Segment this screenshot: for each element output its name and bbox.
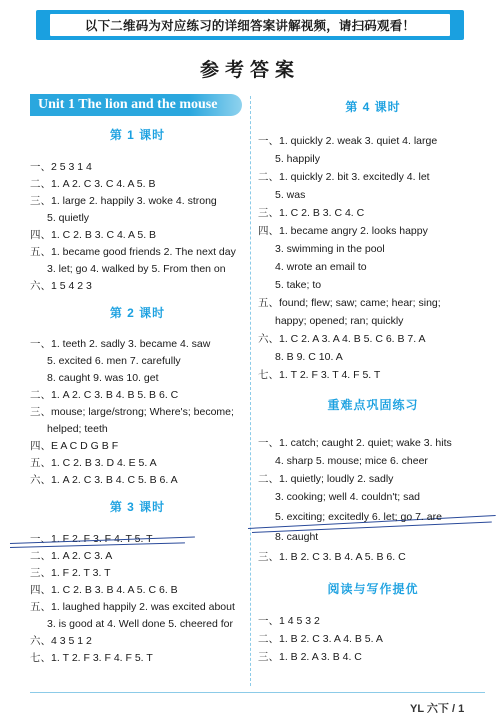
lesson2-title: 第 2 课时 xyxy=(109,306,166,320)
footer-rule xyxy=(30,692,485,693)
lesson3-line2: 二、1. A 2. C 3. A xyxy=(30,550,113,562)
review-line3: 二、1. quietly; loudly 2. sadly xyxy=(258,473,394,485)
reading-line2: 二、1. B 2. C 3. A 4. B 5. A xyxy=(258,633,383,645)
lesson4-line4: 5. was xyxy=(275,189,306,201)
lesson1-line7: 3. let; go 4. walked by 5. From then on xyxy=(47,263,226,275)
reading-title: 阅读与写作提优 xyxy=(327,582,419,596)
lesson3-line7: 六、4 3 5 1 2 xyxy=(30,635,92,647)
lesson1-line1: 一、2 5 3 1 4 xyxy=(30,161,92,173)
lesson2-line8: 五、1. C 2. B 3. D 4. E 5. A xyxy=(30,457,157,469)
qr-notice-text: 以下二维码为对应练习的详细答案讲解视频，请扫码观看！ xyxy=(50,14,450,36)
lesson1-line2: 二、1. A 2. C 3. C 4. A 5. B xyxy=(30,178,156,190)
page-title: 参考答案 xyxy=(199,59,300,81)
lesson4-line14: 七、1. T 2. F 3. T 4. F 5. T xyxy=(258,369,381,381)
review-line5: 5. exciting; excitedly 6. let; go 7. are xyxy=(275,511,442,523)
lesson4-line12: 六、1. C 2. A 3. A 4. B 5. C 6. B 7. A xyxy=(258,333,426,345)
lesson4-line1: 一、1. quickly 2. weak 3. quiet 4. large xyxy=(258,135,438,147)
column-divider xyxy=(250,96,251,686)
qr-notice-banner xyxy=(36,10,464,40)
reading-line1: 一、1 4 5 3 2 xyxy=(258,615,320,627)
lesson4-line11: happy; opened; ran; quickly xyxy=(275,315,404,327)
lesson3-line3: 三、1. F 2. T 3. T xyxy=(30,567,111,579)
lesson4-title: 第 4 课时 xyxy=(345,100,401,114)
review-line6: 8. caught xyxy=(275,531,319,543)
lesson3-line1: 一、1. F 2. F 3. F 4. T 5. T xyxy=(30,533,153,545)
lesson4-line8: 4. wrote an email to xyxy=(275,261,367,273)
review-title: 重难点巩固练习 xyxy=(327,398,419,412)
review-line1: 一、1. catch; caught 2. quiet; wake 3. hits xyxy=(258,437,452,449)
lesson2-line7: 四、E A C D G B F xyxy=(30,440,119,452)
review-line7: 三、1. B 2. C 3. B 4. A 5. B 6. C xyxy=(258,551,406,563)
lesson3-line5: 五、1. laughed happily 2. was excited about xyxy=(30,601,235,613)
lesson1-line4: 5. quietly xyxy=(47,212,90,224)
review-line4: 3. cooking; well 4. couldn't; sad xyxy=(275,491,421,503)
lesson4-line5: 三、1. C 2. B 3. C 4. C xyxy=(258,207,365,219)
lesson2-line2: 5. excited 6. men 7. carefully xyxy=(47,355,181,367)
unit-title: Unit 1 The lion and the mouse xyxy=(38,97,218,112)
lesson2-line1: 一、1. teeth 2. sadly 3. became 4. saw xyxy=(30,338,211,350)
lesson4-line3: 二、1. quickly 2. bit 3. excitedly 4. let xyxy=(258,171,430,183)
unit-title-bar xyxy=(30,94,242,116)
lesson2-line6: helped; teeth xyxy=(47,423,108,435)
lesson1-title: 第 1 课时 xyxy=(109,128,166,142)
lesson3-line8: 七、1. T 2. F 3. F 4. F 5. T xyxy=(30,652,153,664)
review-line2: 4. sharp 5. mouse; mice 6. cheer xyxy=(275,455,428,467)
lesson3-title: 第 3 课时 xyxy=(109,500,166,514)
lesson2-line3: 8. caught 9. was 10. get xyxy=(47,372,159,384)
lesson2-line5: 三、mouse; large/strong; Where's; become; xyxy=(30,406,234,418)
reading-line3: 三、1. B 2. A 3. B 4. C xyxy=(258,651,362,663)
lesson1-line6: 五、1. became good friends 2. The next day xyxy=(30,246,236,258)
page-footer: YL 六下 / 1 xyxy=(410,703,465,713)
lesson3-line4: 四、1. C 2. B 3. B 4. A 5. C 6. B xyxy=(30,584,178,596)
lesson3-line6: 3. is good at 4. Well done 5. cheered for xyxy=(47,618,234,630)
lesson1-line3: 三、1. large 2. happily 3. woke 4. strong xyxy=(30,195,217,207)
lesson4-line10: 五、found; flew; saw; came; hear; sing; xyxy=(258,297,441,309)
lesson2-line9: 六、1. A 2. C 3. B 4. C 5. B 6. A xyxy=(30,474,178,486)
lesson4-line6: 四、1. became angry 2. looks happy xyxy=(258,225,428,237)
lesson4-line9: 5. take; to xyxy=(275,279,322,291)
lesson2-line4: 二、1. A 2. C 3. B 4. B 5. B 6. C xyxy=(30,389,179,401)
lesson4-line13: 8. B 9. C 10. A xyxy=(275,351,343,363)
lesson1-line8: 六、1 5 4 2 3 xyxy=(30,280,92,292)
lesson1-line5: 四、1. C 2. B 3. C 4. A 5. B xyxy=(30,229,157,241)
lesson4-line2: 5. happily xyxy=(275,153,320,165)
lesson4-line7: 3. swimming in the pool xyxy=(275,243,385,255)
